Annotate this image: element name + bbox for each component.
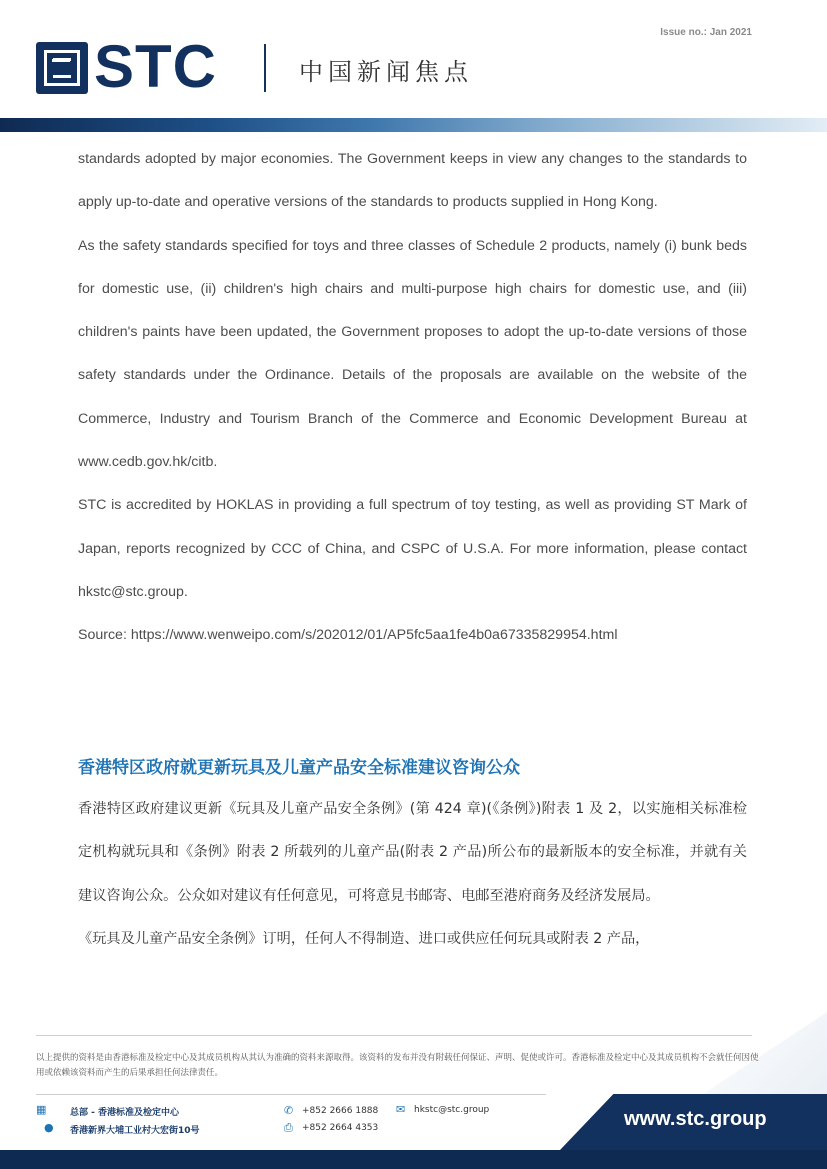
chinese-article (78, 788, 747, 961)
section-title: 香港特区政府就更新玩具及儿童产品安全标准建议咨询公众 (78, 758, 520, 778)
fax-number: +852 2664 4353 (302, 1123, 379, 1133)
phone-number: +852 2666 1888 (302, 1106, 379, 1116)
paragraph: 《玩具及儿童产品安全条例》订明，任何人不得制造、进口或供应任何玩具或附表 2 产品， (78, 930, 650, 947)
bottom-bar (0, 1150, 827, 1169)
header-stripe (0, 118, 827, 132)
publication-title: 中国新闻焦点 (299, 58, 473, 86)
stc-logo-icon (36, 42, 88, 94)
hq-label: 总部 - 香港标准及检定中心 (70, 1108, 180, 1118)
header (0, 0, 827, 132)
paragraph: As the safety standards specified for toys and three classes of Schedule 2 products, namely (i) bunk beds for domestic use, (ii) children's high chairs and multi-purpose high chairs for domestic use, and (iii) children's paints have been updated, the Government proposes to adopt the up-to-date versions of those safety standards under the Ordinance. Details of the proposals are available on the website of the Commerce, Industry and Tourism Branch of the Commerce and Economic Development Bureau at www.cedb.gov.hk/citb. (78, 237, 747, 471)
paragraph: STC is accredited by HOKLAS in providing a full spectrum of toy testing, as well as providing ST Mark of Japan, reports recognized by CCC of China, and CSPC of U.S.A. For more information, please contact hkstc@stc.group. (78, 497, 747, 600)
logo-text: STC (94, 33, 217, 100)
fax-icon: ⎙ (284, 1121, 293, 1134)
issue-number: Issue no.: Jan 2021 (660, 27, 752, 38)
phone-icon: ✆ (284, 1104, 294, 1117)
paragraph: 香港特区政府建议更新《玩具及儿童产品安全条例》(第 424 章)(《条例》)附表 1 及 2，以实施相关标准检定机构就玩具和《条例》附表 2 所载列的儿童产品(附表 2 产品)所公布的最新版本的安全标准，并就有关建议咨询公众。公众如对建议有任何意见，可将意見书邮寄、电邮至港府商务及经济发展局。 (78, 801, 747, 904)
footer-divider (36, 1094, 546, 1095)
email-link[interactable]: hkstc@stc.group (414, 1105, 490, 1115)
location-pin-icon: ● (44, 1121, 54, 1134)
source-line: Source: https://www.wenweipo.com/s/202012/01/AP5fc5aa1fe4b0a67335829954.html (78, 627, 618, 644)
header-divider (264, 44, 266, 92)
building-icon: ▦ (36, 1103, 47, 1116)
website-link[interactable]: www.stc.group (624, 1108, 767, 1130)
email-icon: ✉ (396, 1103, 406, 1116)
disclaimer: 以上提供的资料是由香港标准及检定中心及其成员机构从其认为准确的资料来源取得。该资料的发布并没有附载任何保证、声明、促使或许可。香港标准及检定中心及其成员机构不会就任何因使用或依赖该资料而产生的后果承担任何法律责任。 (36, 1053, 759, 1078)
address: 香港新界大埔工业村大宏街10号 (70, 1126, 200, 1136)
footer-divider (36, 1035, 752, 1036)
paragraph: standards adopted by major economies. The Government keeps in view any changes to the standards to apply up-to-date and operative versions of the standards to products supplied in Hong Kong. (78, 151, 747, 211)
english-article (78, 138, 747, 658)
